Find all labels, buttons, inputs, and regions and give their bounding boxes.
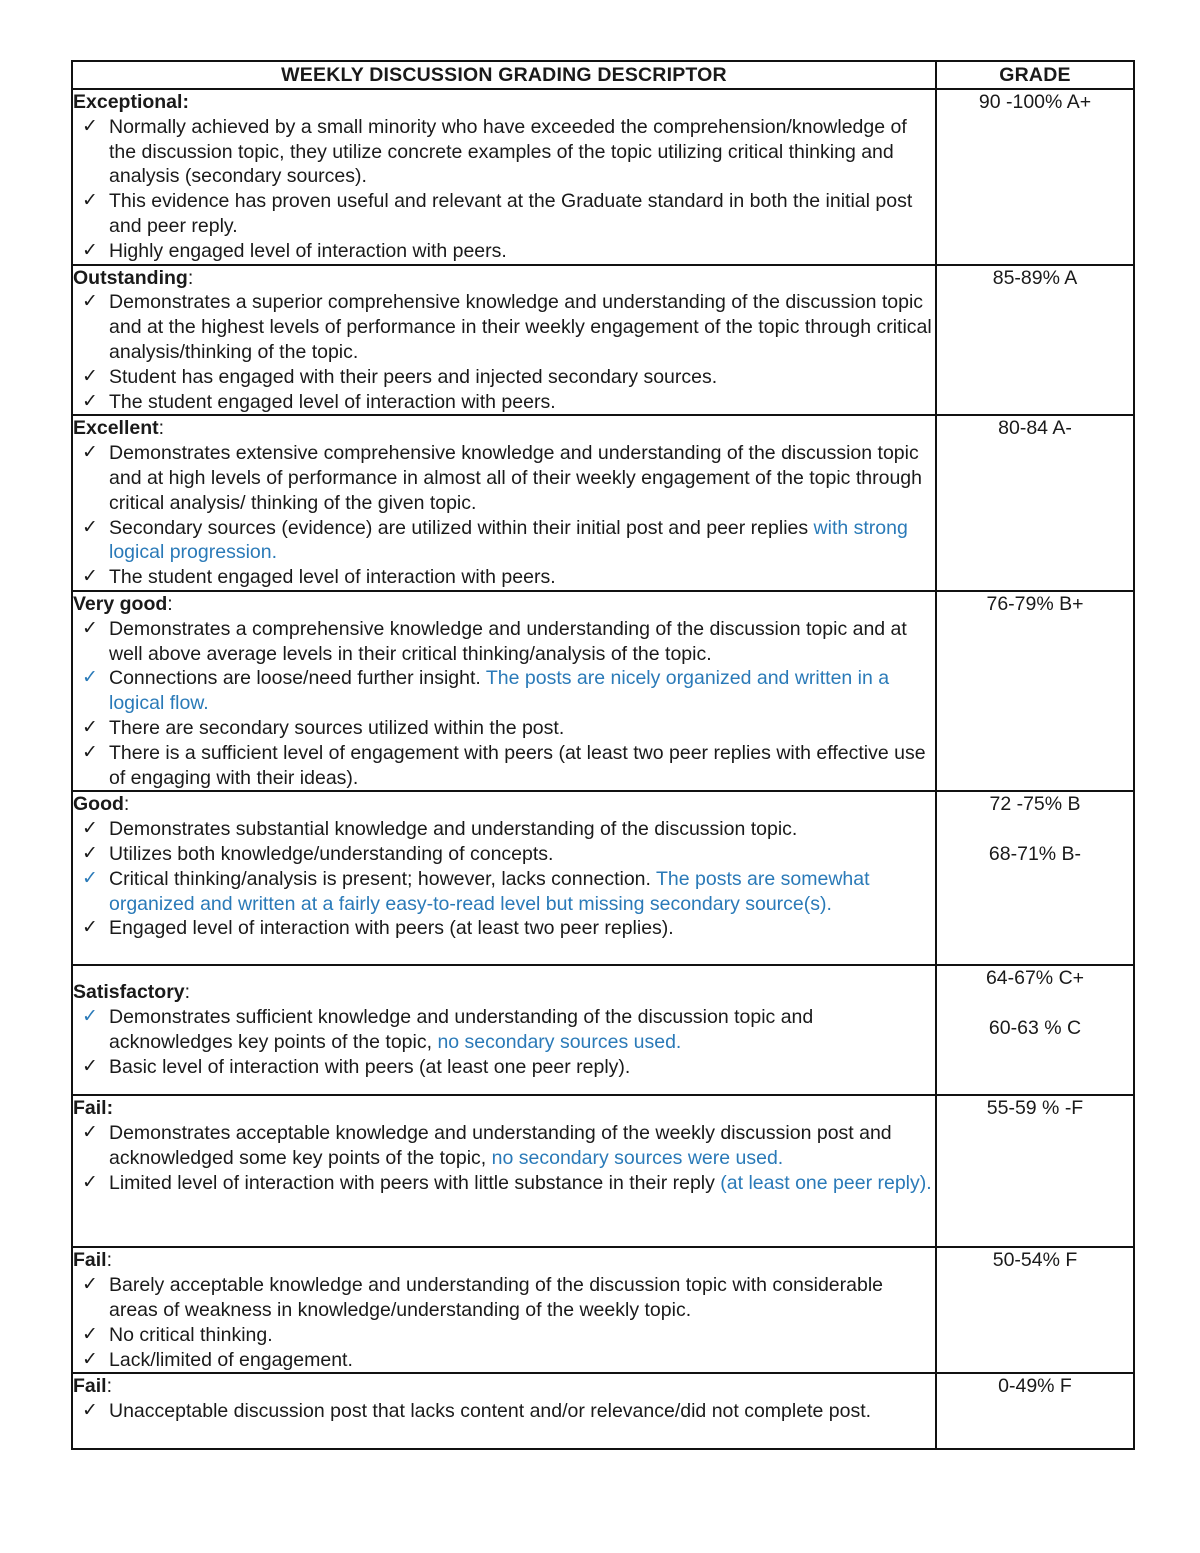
criterion-item [73, 1005, 935, 1055]
criterion-text: No critical thinking. [109, 1323, 273, 1346]
checkmark-icon: ✓ [82, 842, 98, 864]
spacer [937, 817, 1133, 842]
descriptor-cell [72, 89, 936, 265]
criterion-text: Critical thinking/analysis is present; however, lacks connection. [109, 867, 656, 890]
level-suffix: : [167, 592, 173, 615]
criterion-item [73, 1121, 935, 1171]
criterion-item [73, 817, 935, 842]
checkmark-icon: ✓ [82, 365, 98, 387]
checkmark-icon: ✓ [82, 741, 98, 763]
header-grade: GRADE [936, 61, 1134, 89]
grade-cell [936, 965, 1134, 1095]
grade-value: 55-59 % -F [986, 1097, 1084, 1120]
grade-value: 50-54% F [992, 1249, 1078, 1272]
criterion-text: Highly engaged level of interaction with peers. [109, 239, 507, 262]
criterion-item [73, 1273, 935, 1323]
criterion-item [73, 1055, 935, 1080]
checkmark-icon: ✓ [82, 1055, 98, 1077]
checkmark-icon: ✓ [82, 390, 98, 412]
criterion-text: The student engaged level of interaction with peers. [109, 566, 556, 589]
checkmark-icon: ✓ [82, 190, 98, 212]
criteria-list [73, 1399, 935, 1424]
grade-value: 68-71% B- [988, 842, 1082, 865]
criteria-list [73, 115, 935, 264]
criterion-text: Unacceptable discussion post that lacks content and/or relevance/did not complete post. [109, 1400, 872, 1423]
criterion-highlight: (at least one peer reply). [720, 1171, 932, 1194]
table-header-row [72, 61, 1134, 89]
criterion-item [73, 617, 935, 667]
criteria-list [73, 290, 935, 414]
grade-cell [936, 265, 1134, 416]
level-name: Outstanding [73, 266, 188, 289]
criterion-item [73, 390, 935, 415]
grade-value: 60-63 % C [988, 1016, 1082, 1039]
header-descriptor: WEEKLY DISCUSSION GRADING DESCRIPTOR [72, 61, 936, 89]
level-heading [73, 1248, 935, 1273]
criterion-highlight: no secondary sources used. [437, 1030, 682, 1053]
level-heading [73, 792, 935, 817]
checkmark-icon: ✓ [82, 617, 98, 639]
grade-cell [936, 591, 1134, 791]
criterion-text: This evidence has proven useful and relevant at the Graduate standard in both the initial post and peer reply. [109, 190, 913, 237]
checkmark-icon: ✓ [82, 291, 98, 313]
rubric-row [72, 265, 1134, 416]
criterion-text: Demonstrates acceptable knowledge and understanding of the weekly discussion post and acknowledged some key points of the topic, [109, 1122, 892, 1169]
rubric-row [72, 1247, 1134, 1373]
rubric-row [72, 415, 1134, 591]
criterion-text: Demonstrates a comprehensive knowledge and understanding of the discussion topic and at well above average levels in their critical thinking/analysis of the topic. [109, 617, 907, 665]
checkmark-icon: ✓ [82, 1400, 98, 1422]
grade-cell [936, 1247, 1134, 1373]
criterion-item [73, 842, 935, 867]
document-page [71, 60, 1133, 1450]
rubric-row [72, 1095, 1134, 1247]
checkmark-icon: ✓ [82, 1171, 98, 1193]
criterion-highlight: The posts are somewhat organized and written at a fairly easy-to-read level but missing secondary source(s). [109, 867, 870, 915]
criteria-list [73, 1273, 935, 1372]
criterion-item [73, 565, 935, 590]
descriptor-cell [72, 1247, 936, 1373]
criteria-list [73, 1005, 935, 1079]
level-name: Very good [73, 592, 168, 615]
rubric-row [72, 89, 1134, 265]
grade-cell [936, 791, 1134, 965]
grade-value: 72 -75% B [989, 793, 1081, 816]
rubric-row [72, 791, 1134, 965]
level-name: Exceptional: [73, 91, 189, 113]
checkmark-icon: ✓ [82, 917, 98, 939]
checkmark-icon: ✓ [82, 566, 98, 588]
spacer [73, 966, 935, 980]
criterion-item [73, 716, 935, 741]
level-suffix: : [106, 1375, 113, 1398]
grade-value: 85-89% A [992, 266, 1078, 289]
criterion-text: Basic level of interaction with peers (at least one peer reply). [109, 1055, 631, 1078]
descriptor-cell [72, 1373, 936, 1449]
grade-cell [936, 415, 1134, 591]
rubric-row [72, 591, 1134, 791]
level-suffix: : [158, 417, 165, 440]
descriptor-cell [72, 265, 936, 416]
level-name: Excellent [73, 417, 159, 440]
criterion-item [73, 1348, 935, 1373]
rubric-row [72, 965, 1134, 1095]
criterion-text: Engaged level of interaction with peers (at least two peer replies). [109, 917, 674, 940]
level-name: Satisfactory [73, 981, 185, 1004]
criterion-text: Demonstrates substantial knowledge and understanding of the discussion topic. [109, 818, 798, 841]
criterion-text: There is a sufficient level of engagement with peers (at least two peer replies with effective use of engaging with their ideas). [109, 741, 926, 789]
grade-value: 64-67% C+ [985, 967, 1085, 990]
level-name: Fail [73, 1375, 107, 1398]
checkmark-icon: ✓ [82, 239, 98, 261]
criterion-highlight: The posts are nicely organized and written in a logical flow. [109, 667, 890, 715]
level-heading [73, 90, 935, 115]
criterion-item [73, 189, 935, 239]
criterion-item [73, 441, 935, 515]
criterion-text: Lack/limited of engagement. [109, 1348, 353, 1371]
checkmark-icon: ✓ [82, 1122, 98, 1144]
level-heading [73, 266, 935, 291]
criterion-highlight: no secondary sources were used. [491, 1146, 784, 1169]
criterion-text: Utilizes both knowledge/understanding of concepts. [109, 842, 554, 865]
criterion-item [73, 290, 935, 364]
criterion-item [73, 115, 935, 189]
level-suffix: : [123, 793, 130, 816]
spacer [937, 991, 1133, 1016]
checkmark-icon: ✓ [82, 442, 98, 464]
checkmark-icon: ✓ [82, 667, 98, 689]
checkmark-icon: ✓ [82, 1006, 98, 1028]
checkmark-icon: ✓ [82, 716, 98, 738]
criterion-highlight: with strong logical progression. [109, 516, 908, 564]
grade-cell [936, 1373, 1134, 1449]
checkmark-icon: ✓ [82, 516, 98, 538]
grading-rubric-table [71, 60, 1135, 1450]
criterion-text: Demonstrates a superior comprehensive knowledge and understanding of the discussion topic and at the highest levels of performance in their weekly engagement of the topic through critical analysis/thinking of the topic. [109, 291, 932, 363]
level-name: Fail: [73, 1097, 114, 1120]
criterion-text: Demonstrates extensive comprehensive knowledge and understanding of the discussion topic and at high levels of performance in almost all of their weekly engagement of the topic through critical analysis/ thinking of the given topic. [109, 442, 922, 514]
grade-value: 80-84 A- [998, 417, 1072, 440]
criterion-text: Normally achieved by a small minority who have exceeded the comprehension/knowledge of the discussion topic, they utilize concrete examples of the topic utilizing critical thinking and analysis (secondary sources). [109, 115, 907, 188]
checkmark-icon: ✓ [82, 1348, 98, 1370]
level-name: Fail [73, 1249, 107, 1272]
criterion-text: Demonstrates sufficient knowledge and understanding of the discussion topic and acknowledges key points of the topic, [109, 1006, 814, 1053]
level-heading [73, 592, 935, 617]
criterion-text: There are secondary sources utilized within the post. [109, 716, 565, 739]
criterion-item [73, 1171, 935, 1196]
criterion-item [73, 239, 935, 264]
criterion-item [73, 516, 935, 566]
level-suffix: : [106, 1249, 113, 1272]
criterion-item [73, 741, 935, 791]
checkmark-icon: ✓ [82, 115, 98, 137]
criterion-item [73, 1399, 935, 1424]
criteria-list [73, 617, 935, 791]
criteria-list [73, 1121, 935, 1195]
level-heading [73, 980, 935, 1005]
level-heading [73, 1096, 935, 1121]
grade-value: 90 -100% A+ [978, 91, 1092, 113]
grade-value: 0-49% F [998, 1375, 1072, 1398]
criterion-item [73, 916, 935, 941]
criterion-item [73, 1323, 935, 1348]
criteria-list [73, 441, 935, 590]
descriptor-cell [72, 1095, 936, 1247]
descriptor-cell [72, 415, 936, 591]
level-heading [73, 416, 935, 441]
level-heading [73, 1374, 935, 1399]
checkmark-icon: ✓ [82, 867, 98, 889]
rubric-row [72, 1373, 1134, 1449]
descriptor-cell [72, 965, 936, 1095]
criterion-text: Student has engaged with their peers and injected secondary sources. [109, 365, 718, 388]
descriptor-cell [72, 591, 936, 791]
grade-cell [936, 89, 1134, 265]
criterion-item [73, 365, 935, 390]
grade-cell [936, 1095, 1134, 1247]
level-suffix: : [184, 981, 191, 1004]
criterion-text: Connections are loose/need further insight. [109, 667, 486, 690]
checkmark-icon: ✓ [82, 1323, 98, 1345]
level-suffix: : [187, 266, 194, 289]
criteria-list [73, 817, 935, 941]
criterion-item [73, 867, 935, 917]
level-name: Good [73, 793, 124, 816]
criterion-text: Limited level of interaction with peers with little substance in their reply [109, 1171, 721, 1194]
criterion-item [73, 666, 935, 716]
descriptor-cell [72, 791, 936, 965]
criterion-text: The student engaged level of interaction with peers. [109, 390, 556, 413]
criterion-text: Secondary sources (evidence) are utilized within their initial post and peer replies [109, 516, 814, 539]
checkmark-icon: ✓ [82, 1274, 98, 1296]
grade-value: 76-79% B+ [986, 592, 1084, 615]
rubric-body [72, 89, 1134, 1449]
criterion-text: Barely acceptable knowledge and understanding of the discussion topic with considerable areas of weakness in knowledge/understanding of the weekly topic. [109, 1274, 883, 1321]
checkmark-icon: ✓ [82, 818, 98, 840]
